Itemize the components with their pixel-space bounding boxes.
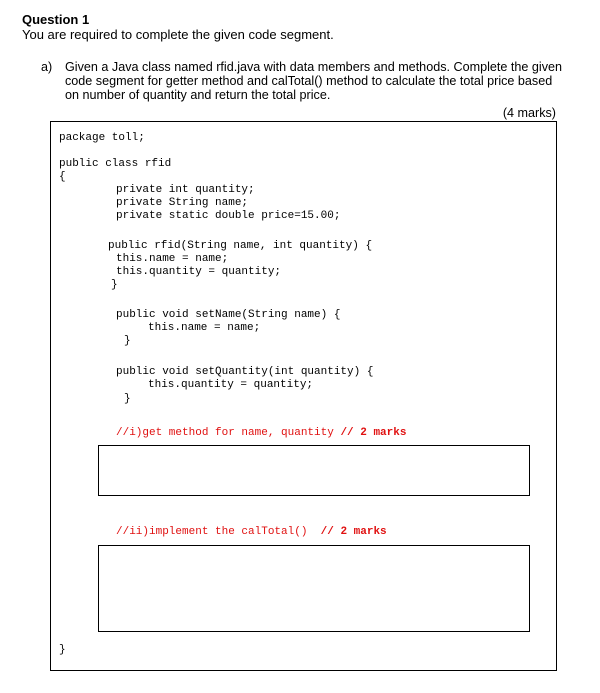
comment-caltotal-marks: // 2 marks xyxy=(320,526,387,538)
code-setname-body: this.name = name; xyxy=(148,322,261,334)
code-constructor-line: this.quantity = quantity; xyxy=(116,266,282,278)
code-package: package toll; xyxy=(59,132,145,144)
code-setquantity-signature: public void setQuantity(int quantity) { xyxy=(116,366,374,378)
code-setquantity-body: this.quantity = quantity; xyxy=(148,379,314,391)
question-instruction: You are required to complete the given code segment. xyxy=(22,27,334,42)
marks-label: (4 marks) xyxy=(502,106,556,120)
code-field: private String name; xyxy=(116,197,249,209)
code-open-brace: { xyxy=(59,171,66,183)
code-setname-signature: public void setName(String name) { xyxy=(116,309,341,321)
comment-caltotal-text: //ii)implement the calTotal() xyxy=(116,526,321,538)
code-constructor-signature: public rfid(String name, int quantity) { xyxy=(108,240,373,252)
code-comment-getter xyxy=(116,427,406,439)
code-class-declaration: public class rfid xyxy=(59,158,172,170)
code-close-brace: } xyxy=(59,644,66,656)
code-box xyxy=(50,121,557,671)
code-field: private int quantity; xyxy=(116,184,255,196)
code-setquantity-close: } xyxy=(124,393,131,405)
comment-getter-text: //i)get method for name, quantity xyxy=(116,427,341,439)
code-constructor-close: } xyxy=(111,279,118,291)
comment-getter-marks: // 2 marks xyxy=(340,427,407,439)
code-constructor-line: this.name = name; xyxy=(116,253,229,265)
part-label: a) xyxy=(41,60,53,74)
code-field: private static double price=15.00; xyxy=(116,210,341,222)
code-setname-close: } xyxy=(124,335,131,347)
caltotal-answer-box[interactable] xyxy=(98,545,530,632)
question-title: Question 1 xyxy=(22,12,90,27)
getter-answer-box[interactable] xyxy=(98,445,530,496)
part-description: Given a Java class named rfid.java with data members and methods. Complete the given code segment for getter method and calTotal() method to calculate the total price based on number of quantity and return the total price. xyxy=(65,60,563,102)
code-comment-caltotal xyxy=(116,526,387,538)
